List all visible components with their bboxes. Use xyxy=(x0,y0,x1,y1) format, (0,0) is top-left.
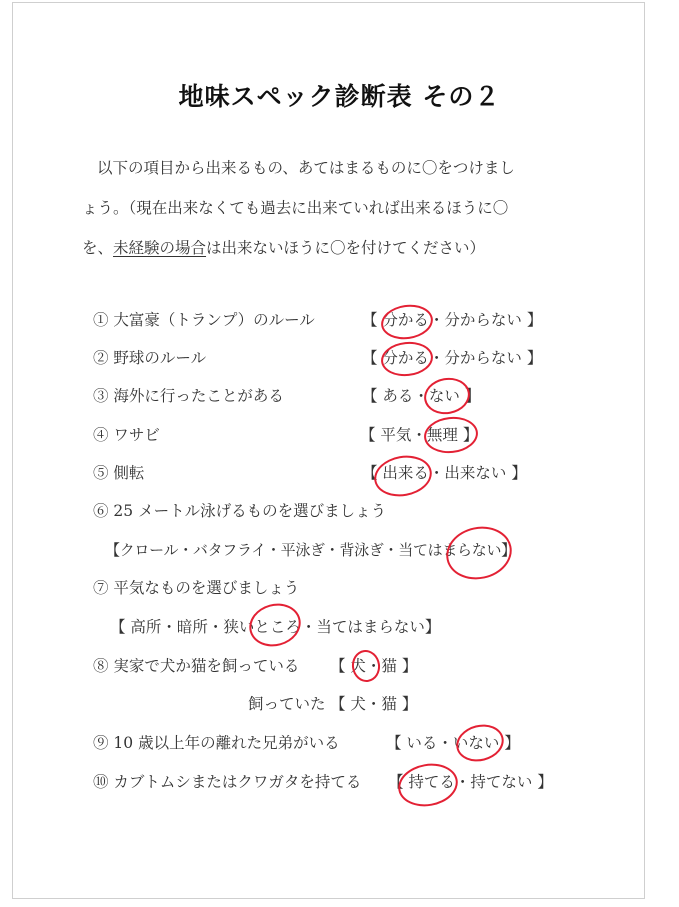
item-7-options: 【 高所・暗所・狭いところ・当てはまらない】 xyxy=(110,618,441,636)
item-3-label: ③ 海外に行ったことがある xyxy=(93,387,284,405)
item-2-options: 【 分かる・分からない 】 xyxy=(362,349,543,367)
intro-line-3-post: は出来ないほうに〇を付けてください） xyxy=(206,239,486,257)
intro-line-2 xyxy=(82,188,582,228)
item-9-options: 【 いる・いない 】 xyxy=(386,734,520,752)
item-6-options: 【クロール・バタフライ・平泳ぎ・背泳ぎ・当てはまらない】 xyxy=(105,541,516,559)
item-8-options: 【 犬・猫 】 xyxy=(330,657,418,675)
item-4-label: ④ ワサビ xyxy=(93,426,160,444)
item-2-label: ② 野球のルール xyxy=(93,349,207,367)
intro-line-1 xyxy=(82,148,582,188)
item-1-options: 【 分かる・分からない 】 xyxy=(362,311,543,329)
intro-line-1-text: 以下の項目から出来るもの、あてはまるものに〇をつけまし xyxy=(97,159,515,177)
intro-line-2-text: ょう。（現在出来なくても過去に出来ていれば出来るほうに〇 xyxy=(82,199,509,217)
item-7-label: ⑦ 平気なものを選びましょう xyxy=(93,579,300,597)
item-1-label: ① 大富豪（トランプ）のルール xyxy=(93,311,315,329)
item-8-past-options: 【 犬・猫 】 xyxy=(330,695,418,713)
item-5-label: ⑤ 側転 xyxy=(93,464,145,482)
item-9-label: ⑨ 10 歳以上年の離れた兄弟がいる xyxy=(93,734,340,752)
item-4-options: 【 平気・無理 】 xyxy=(360,426,479,444)
item-8-past-label: 飼っていた xyxy=(248,695,326,713)
intro-paragraph xyxy=(82,148,582,268)
item-6-label: ⑥ 25 メートル泳げるものを選びましょう xyxy=(93,502,387,520)
page-title: 地味スペック診断表 その２ xyxy=(178,82,501,111)
intro-line-3 xyxy=(82,228,582,268)
intro-line-3-pre: を、 xyxy=(82,239,114,257)
item-10-options: 【 持てる・持てない 】 xyxy=(388,773,553,791)
item-3-options: 【 ある・ない 】 xyxy=(362,387,481,405)
item-5-options: 【 出来る・出来ない 】 xyxy=(362,464,527,482)
item-10-label: ⑩ カブトムシまたはクワガタを持てる xyxy=(93,773,362,791)
intro-underlined-text: 未経験の場合 xyxy=(113,239,207,257)
document-page xyxy=(12,2,645,899)
item-8-label: ⑧ 実家で犬か猫を飼っている xyxy=(93,657,300,675)
